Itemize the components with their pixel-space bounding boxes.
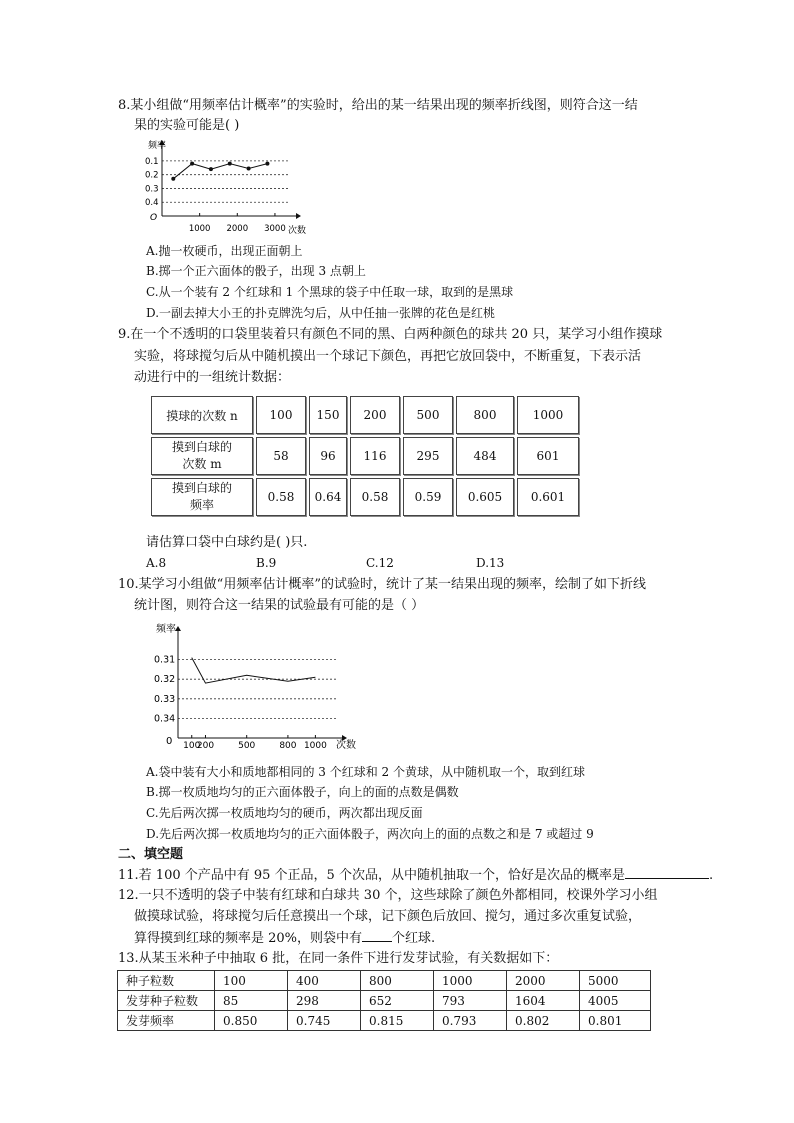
chart-data-point <box>190 162 194 166</box>
q10-chart-ytick-label: 0.31 <box>154 654 176 666</box>
q10-chart-background <box>150 620 360 755</box>
table-cell: 0.58 <box>256 478 306 516</box>
q10-chart-ytick-label: 0.34 <box>154 713 176 725</box>
table-cell: 800 <box>361 971 434 991</box>
q9-stem-line2: 实验，将球搅匀后从中随机摸出一个球记下颜色，再把它放回袋中，不断重复，下表示活 <box>134 349 642 364</box>
table-row <box>118 1011 651 1031</box>
table-cell: 0.815 <box>361 1011 434 1031</box>
q10-chart-origin-label: 0 <box>166 736 173 747</box>
table-cell: 400 <box>288 971 361 991</box>
q10-chart-ylabel: 频率 <box>156 624 176 635</box>
q8-chart-ytick-label: 0.2 <box>145 170 159 181</box>
chart-data-point <box>247 166 251 170</box>
q8-option-a: A.抛一枚硬币，出现正面朝上 <box>146 244 303 258</box>
table-cell: 116 <box>350 437 400 475</box>
q10-chart-xtick-label: 200 <box>196 741 215 751</box>
table-cell: 5000 <box>580 971 651 991</box>
q8-chart-background <box>140 138 310 238</box>
table-header-cell: 发芽频率 <box>118 1011 215 1031</box>
q10-stem-line1: 10.某学习小组做“用频率估计概率”的试验时，统计了某一结果出现的频率，绘制了如下折线 <box>118 577 646 592</box>
table-header-cell: 发芽种子粒数 <box>118 991 215 1011</box>
q12-text-a: 算得摸到红球的频率是 20%，则袋中有 <box>134 931 363 946</box>
q10-chart-xlabel: 次数 <box>336 740 356 751</box>
table-row <box>151 396 579 434</box>
chart-data-point <box>228 162 232 166</box>
table-cell: 58 <box>256 437 306 475</box>
q11-answer-blank[interactable] <box>625 866 709 879</box>
table-row <box>151 437 579 475</box>
table-row <box>151 478 579 516</box>
q11-stem <box>118 866 713 885</box>
table-cell: 0.605 <box>456 478 514 516</box>
q8-chart-ytick-label: 0.4 <box>145 198 159 209</box>
table-cell: 601 <box>517 437 579 475</box>
q10-option-c: C.先后两次掷一枚质地均匀的硬币，两次都出现反面 <box>146 806 423 820</box>
q8-chart-ytick-label: 0.1 <box>145 156 159 167</box>
table-cell: 0.745 <box>288 1011 361 1031</box>
q12-answer-blank[interactable] <box>362 929 392 942</box>
table-header-text: 频率 <box>189 498 214 512</box>
q9-stem-line1: 9.在一个不透明的口袋里装着只有颜色不同的黑、白两种颜色的球共 20 只，某学习小组作摸球 <box>118 327 663 342</box>
table-header-cell: 种子粒数 <box>118 971 215 991</box>
q8-stem-line1: 8.某小组做“用频率估计概率”的实验时，给出的某一结果出现的频率折线图，则符合这一结 <box>118 98 638 113</box>
table-cell: 484 <box>456 437 514 475</box>
q10-chart-xtick-label: 800 <box>279 741 297 751</box>
table-cell: 800 <box>456 396 514 434</box>
table-cell: 100 <box>256 396 306 434</box>
q8-chart-xlabel: 次数 <box>288 226 307 236</box>
q11-period: . <box>708 868 714 883</box>
q10-frequency-chart <box>150 620 360 755</box>
q10-chart-xtick-label: 1000 <box>303 741 327 751</box>
table-cell: 4005 <box>580 991 651 1011</box>
table-cell: 100 <box>215 971 288 991</box>
table-cell: 1604 <box>507 991 580 1011</box>
q12-text-b: 个红球. <box>392 931 436 946</box>
table-cell: 96 <box>309 437 347 475</box>
q12-stem-line1: 12.一只不透明的袋子中装有红球和白球共 30 个，这些球除了颜色外都相同，校课外学习小组 <box>118 888 658 903</box>
table-cell: 0.601 <box>517 478 579 516</box>
table-cell: 298 <box>288 991 361 1011</box>
q13-data-table <box>117 970 651 1031</box>
q9-option-c: C.12 <box>366 556 394 570</box>
table-cell: 0.793 <box>434 1011 507 1031</box>
q8-chart-xtick-label: 1000 <box>188 224 211 234</box>
q8-option-b: B.掷一个正六面体的骰子，出现 3 点朝上 <box>146 264 366 278</box>
q8-option-d: D.一副去掉大小王的扑克牌洗匀后，从中任抽一张牌的花色是红桃 <box>146 306 496 320</box>
table-header-cell: 摸球的次数 n <box>151 396 253 434</box>
q12-stem-line3 <box>134 929 435 948</box>
q10-option-a: A.袋中装有大小和质地都相同的 3 个红球和 2 个黄球，从中随机取一个，取到红球 <box>146 765 586 779</box>
q11-text: 11.若 100 个产品中有 95 个正品，5 个次品，从中随机抽取一个，恰好是次品的概率是 <box>118 868 625 883</box>
table-header-text: 摸到白球的 <box>171 481 232 495</box>
q10-chart-xtick-label: 100 <box>183 741 201 751</box>
q8-chart-xtick-label: 2000 <box>226 224 249 234</box>
q9-data-table <box>148 393 582 519</box>
chart-data-point <box>171 177 175 181</box>
table-cell: 1000 <box>517 396 579 434</box>
table-header-text: 摸到白球的 <box>171 440 232 454</box>
q13-stem: 13.从某玉米种子中抽取 6 批，在同一条件下进行发芽试验，有关数据如下： <box>118 951 559 966</box>
chart-data-point <box>265 162 269 166</box>
q10-chart-xtick-label: 500 <box>238 741 256 751</box>
chart-data-point <box>209 167 213 171</box>
q10-stem-line2: 统计图，则符合这一结果的试验最有可能的是（ ） <box>134 598 425 613</box>
table-cell: 0.850 <box>215 1011 288 1031</box>
table-row <box>118 971 651 991</box>
q8-option-c: C.从一个装有 2 个红球和 1 个黑球的袋子中任取一球，取到的是黑球 <box>146 285 514 299</box>
table-cell: 2000 <box>507 971 580 991</box>
table-header-cell <box>151 437 253 475</box>
q10-option-b: B.掷一枚质地均匀的正六面体骰子，向上的面的点数是偶数 <box>146 785 459 799</box>
table-cell: 1000 <box>434 971 507 991</box>
table-cell: 793 <box>434 991 507 1011</box>
table-cell: 85 <box>215 991 288 1011</box>
q9-option-d: D.13 <box>476 556 505 570</box>
q9-option-a: A.8 <box>146 556 167 570</box>
q12-stem-line2: 做摸球试验，将球搅匀后任意摸出一个球，记下颜色后放回、搅匀，通过多次重复试验， <box>134 909 642 924</box>
q8-frequency-chart <box>140 138 310 238</box>
q10-chart-ytick-label: 0.32 <box>154 674 176 686</box>
q8-chart-ytick-label: 0.3 <box>145 184 159 195</box>
section-heading: 二、填空题 <box>118 847 184 862</box>
q9-question: 请估算口袋中白球约是( )只. <box>146 535 308 550</box>
table-cell: 500 <box>403 396 453 434</box>
table-cell: 0.801 <box>580 1011 651 1031</box>
table-header-cell <box>151 478 253 516</box>
table-cell: 295 <box>403 437 453 475</box>
table-cell: 0.64 <box>309 478 347 516</box>
q8-stem-line2: 果的实验可能是( ) <box>134 118 240 133</box>
q8-chart-xtick-label: 3000 <box>264 224 286 234</box>
table-cell: 200 <box>350 396 400 434</box>
q10-option-d: D.先后两次掷一枚质地均匀的正六面体骰子，两次向上的面的点数之和是 7 或超过 9 <box>146 827 594 841</box>
table-cell: 0.58 <box>350 478 400 516</box>
table-cell: 0.59 <box>403 478 453 516</box>
table-cell: 652 <box>361 991 434 1011</box>
table-cell: 150 <box>309 396 347 434</box>
table-row <box>118 991 651 1011</box>
table-header-text: 次数 m <box>182 457 222 471</box>
q9-stem-line3: 动进行中的一组统计数据： <box>134 370 291 385</box>
table-cell: 0.802 <box>507 1011 580 1031</box>
q8-chart-origin-label: O <box>150 213 158 223</box>
q10-chart-ytick-label: 0.33 <box>154 693 176 705</box>
q8-chart-ylabel: 频率 <box>148 141 167 151</box>
q9-option-b: B.9 <box>256 556 277 570</box>
